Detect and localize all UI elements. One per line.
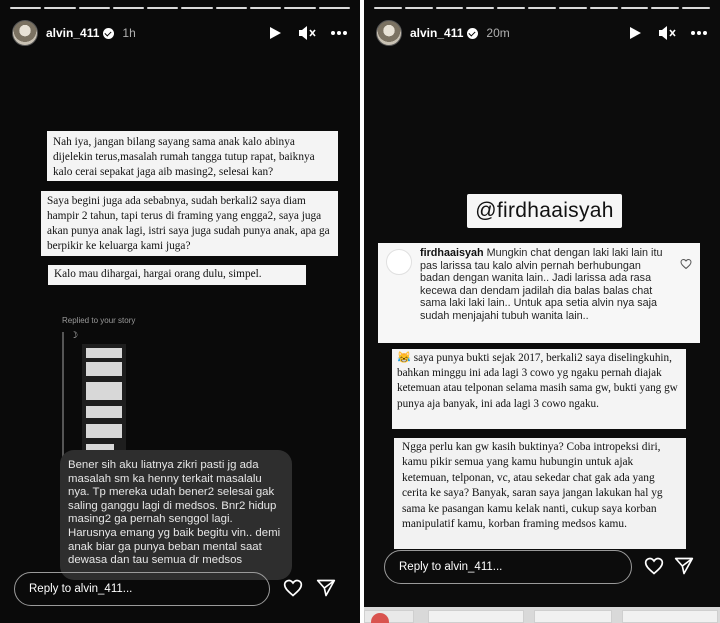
avatar[interactable]	[12, 20, 38, 46]
username[interactable]: alvin_411	[46, 26, 100, 40]
username[interactable]: alvin_411	[410, 26, 464, 40]
story-text-box: Nah iya, jangan bilang sayang sama anak kalo abinya dijelekin terus,masalah rumah tangga tutup rapat, baiknya kalo cerai sepakat jaga aib masing2, selesai kan?	[47, 131, 338, 181]
avatar[interactable]	[376, 20, 402, 46]
mention-sticker[interactable]	[467, 194, 622, 228]
story-progress-bar	[374, 7, 710, 9]
reply-divider	[62, 332, 64, 458]
more-icon[interactable]	[330, 24, 348, 42]
verified-icon	[103, 28, 114, 39]
underlying-tile	[364, 610, 414, 623]
comment-card	[378, 243, 700, 343]
play-icon[interactable]	[266, 24, 284, 42]
emoji-icon: 😹	[397, 352, 411, 364]
reply-input[interactable]: Reply to alvin_411...	[14, 572, 270, 606]
more-icon[interactable]	[690, 24, 708, 42]
send-icon[interactable]	[316, 578, 338, 600]
post-time: 1h	[122, 26, 136, 40]
play-icon[interactable]	[626, 24, 644, 42]
comment-author: firdhaaisyah	[420, 247, 484, 259]
story-text-box	[392, 349, 686, 429]
replied-story-preview	[62, 316, 292, 340]
comment-body: Mungkin chat dengan laki laki lain itu pas larissa tau kalo alvin pernah berhubungan badan dengan wanita lain.. Jadi larissa ada rasa kecewa dan dendam jadilah dia balas balas chat sama laki laki lain.. Untuk apa setia alvin nya saja sudah menjajahi tubuh wanita lain..	[420, 247, 663, 322]
send-icon[interactable]	[674, 556, 696, 578]
mention-text: @firdhaaisyah	[475, 199, 614, 222]
story-text-box: Kalo mau dihargai, hargai orang dulu, simpel.	[48, 265, 306, 285]
replied-label: Replied to your story	[62, 316, 136, 325]
right-story-panel	[364, 0, 720, 623]
heart-icon[interactable]	[644, 556, 666, 578]
story-text-box: Saya begini juga ada sebabnya, sudah berkali2 saya diam hampir 2 tahun, tapi terus di framing yang engga2, saya juga akan punya anak lagi, istri saya juga sudah punya anak, apa ga berpikir ke keluarga kami juga?	[41, 191, 338, 256]
mute-icon[interactable]	[658, 24, 676, 42]
story-text-box: Ngga perlu kan gw kasih buktinya? Coba intropeksi diri, kamu pikir semua yang kamu hubungin untuk ajak ketemuan, telponan, vc, atau sekedar chat gak ada yang cerita ke saya? Banyak, saran saya jangan lakukan hal yg sama ke pasangan kamu kelak nanti, cukup saya korban manipulatif kamu, korban framing medsos kamu.	[394, 438, 686, 549]
underlying-tile	[428, 610, 524, 623]
avatar	[386, 249, 412, 275]
story-header	[12, 20, 348, 46]
moon-icon: ☽	[70, 330, 79, 340]
comment-text	[420, 247, 672, 323]
story-header	[376, 20, 708, 46]
heart-icon	[680, 257, 692, 269]
emoji-box-text: saya punya bukti sejak 2017, berkali2 saya diselingkuhin, bahkan minggu ini ada lagi 3 cowo yg ngaku pernah diajak ketemuan atau telponan selama masih sama gw, bukti yang gw punya aja banyak, ini ada lagi 3 cowo ngaku.	[397, 352, 678, 410]
reply-message-bubble: Bener sih aku liatnya zikri pasti jg ada masalah sm ka henny terkait masalalu nya. Tp mereka udah bener2 selesai gak saling ganggu lagi di medsos. Bnr2 hidup masing2 ga pernah senggol lagi. Harusnya emang yg baik begitu vin.. demi anak biar ga punya beban mental saat dewasa dan tau semua dr medsos	[60, 450, 292, 580]
heart-icon[interactable]	[283, 578, 305, 600]
post-time: 20m	[486, 26, 510, 40]
mute-icon[interactable]	[298, 24, 316, 42]
verified-icon	[467, 28, 478, 39]
reply-input[interactable]: Reply to alvin_411...	[384, 550, 632, 584]
underlying-tile	[622, 610, 718, 623]
underlying-tile	[534, 610, 612, 623]
story-progress-bar	[10, 7, 350, 9]
